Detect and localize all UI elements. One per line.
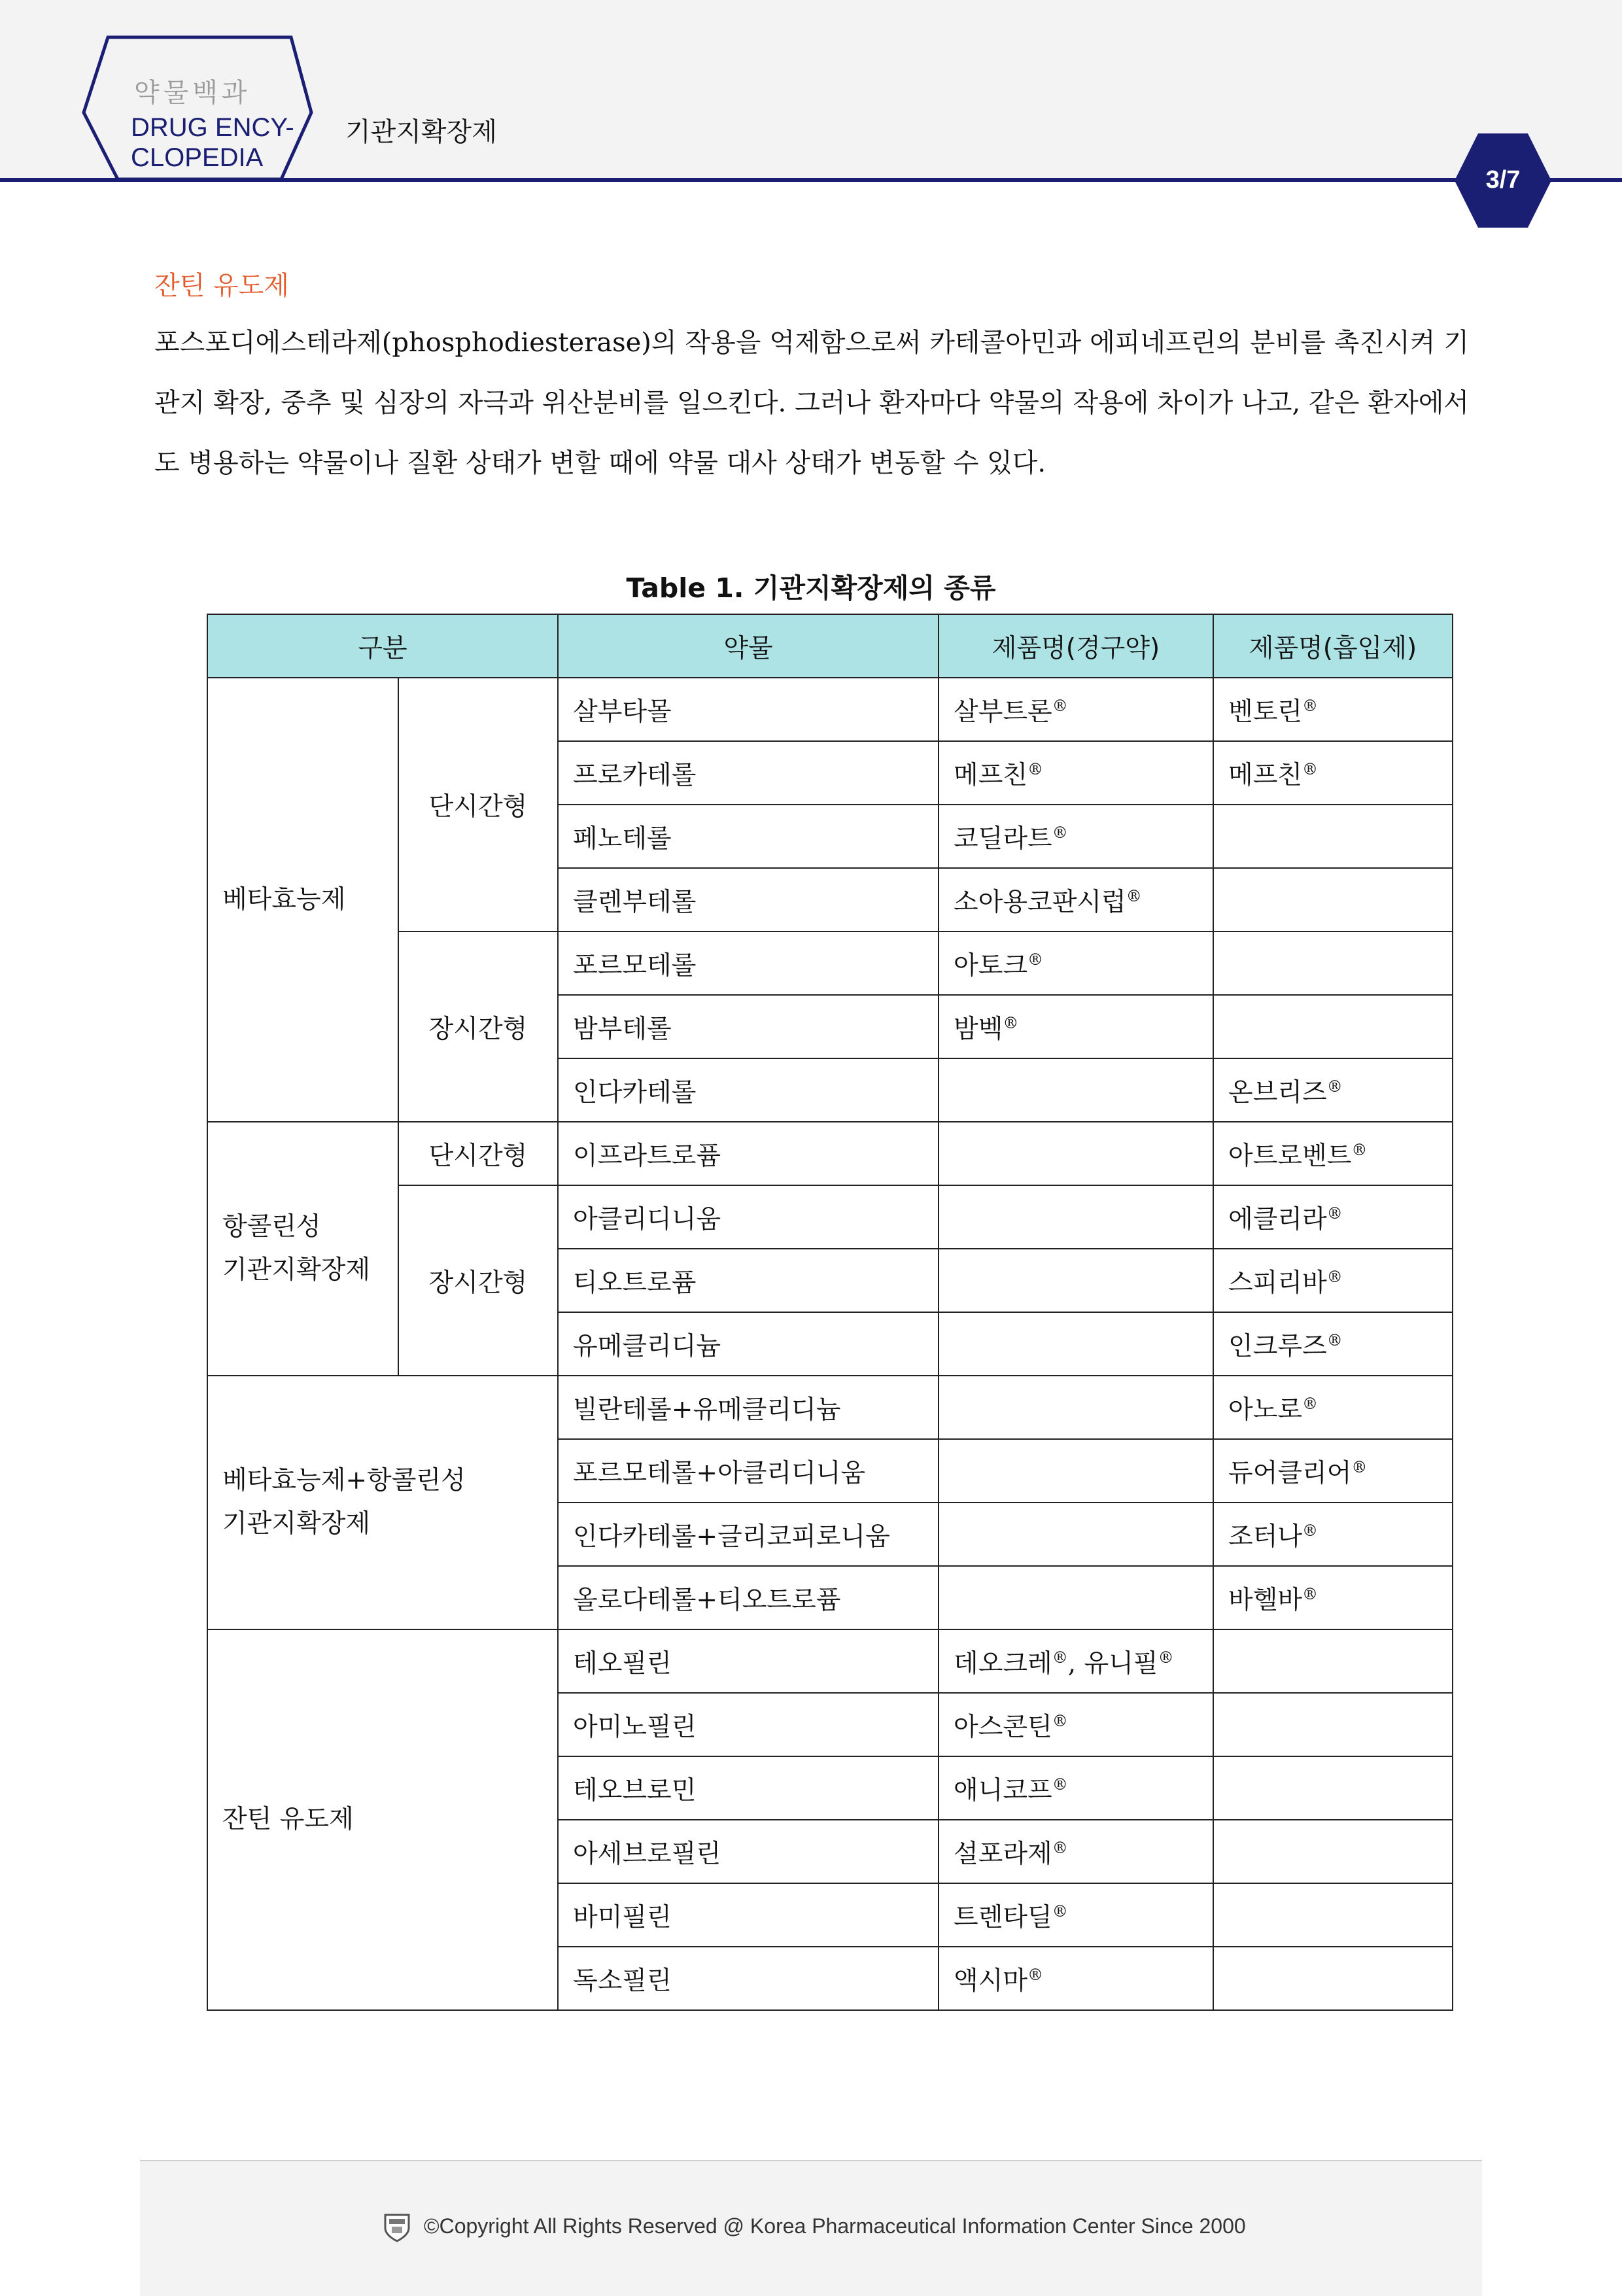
inhaled-cell	[1213, 931, 1453, 995]
section-title: 잔틴 유도제	[154, 271, 289, 301]
inhaled-cell: 바헬바®	[1213, 1566, 1453, 1629]
oral-cell: 아스콘틴®	[939, 1693, 1213, 1756]
group-anticholinergic: 항콜린성 기관지확장제	[207, 1122, 398, 1376]
drug-cell: 올로다테롤+티오트로퓸	[558, 1566, 939, 1629]
drug-cell: 바미필린	[558, 1883, 939, 1947]
section-paragraph: 포스포디에스테라제(phosphodiesterase)의 작용을 억제함으로써 카테콜아민과 에피네프린의 분비를 촉진시켜 기관지 확장, 중추 및 심장의 자극과 위산분비를 일으킨다. 그러나 환자마다 약물의 작용에 차이가 나고, 같은 환자에서도 병용하는 약물이나 질환 상태가 변할 때에 약물 대사 상태가 변동할 수 있다.	[154, 328, 1469, 478]
oral-cell	[939, 1122, 1213, 1185]
inhaled-cell	[1213, 1693, 1453, 1756]
inhaled-cell	[1213, 1883, 1453, 1947]
oral-cell	[939, 1566, 1213, 1629]
drug-cell: 티오트로퓸	[558, 1249, 939, 1312]
inhaled-cell: 인크루즈®	[1213, 1312, 1453, 1376]
inhaled-cell: 에클리라®	[1213, 1185, 1453, 1249]
group-beta: 베타효능제	[207, 678, 398, 1122]
drug-cell: 아미노필린	[558, 1693, 939, 1756]
table-row	[207, 678, 1453, 741]
drug-cell: 포르모테롤	[558, 931, 939, 995]
oral-cell: 트렌타딜®	[939, 1883, 1213, 1947]
header-inhaled: 제품명(흡입제)	[1213, 614, 1453, 678]
group-combination: 베타효능제+항콜린성 기관지확장제	[207, 1376, 558, 1629]
logo-korean: 약물백과	[134, 78, 251, 108]
page-indicator: 3/7	[1485, 166, 1521, 194]
oral-cell: 액시마®	[939, 1947, 1213, 2010]
drug-cell: 인다카테롤+글리코피로니움	[558, 1503, 939, 1566]
inhaled-cell: 아트로벤트®	[1213, 1122, 1453, 1185]
inhaled-cell	[1213, 995, 1453, 1058]
oral-cell: 살부트론®	[939, 678, 1213, 741]
drug-cell: 살부타몰	[558, 678, 939, 741]
table-row	[207, 1376, 1453, 1439]
subtype-long: 장시간형	[398, 1185, 558, 1376]
drug-cell: 유메클리디늄	[558, 1312, 939, 1376]
drug-cell: 포르모테롤+아클리디니움	[558, 1439, 939, 1503]
oral-cell	[939, 1503, 1213, 1566]
table-row	[207, 1629, 1453, 1693]
table-caption: Table 1. 기관지확장제의 종류	[626, 572, 996, 604]
oral-cell	[939, 1249, 1213, 1312]
inhaled-cell	[1213, 1756, 1453, 1820]
drug-cell: 아클리디니움	[558, 1185, 939, 1249]
shield-icon	[383, 2212, 411, 2242]
drug-cell: 이프라트로퓸	[558, 1122, 939, 1185]
header-title: 기관지확장제	[345, 117, 497, 147]
drug-cell: 밤부테롤	[558, 995, 939, 1058]
oral-cell: 설포라제®	[939, 1820, 1213, 1883]
inhaled-cell: 스피리바®	[1213, 1249, 1453, 1312]
oral-cell: 밤벡®	[939, 995, 1213, 1058]
inhaled-cell: 벤토린®	[1213, 678, 1453, 741]
inhaled-cell: 메프친®	[1213, 741, 1453, 805]
inhaled-cell: 아노로®	[1213, 1376, 1453, 1439]
oral-cell: 메프친®	[939, 741, 1213, 805]
inhaled-cell	[1213, 1820, 1453, 1883]
oral-cell	[939, 1312, 1213, 1376]
subtype-short: 단시간형	[398, 678, 558, 931]
header-oral: 제품명(경구약)	[939, 614, 1213, 678]
header-category: 구분	[207, 614, 558, 678]
inhaled-cell	[1213, 1947, 1453, 2010]
header-rule	[0, 178, 1622, 182]
inhaled-cell	[1213, 1629, 1453, 1693]
logo-english-line2: CLOPEDIA	[131, 143, 264, 172]
drug-cell: 페노테롤	[558, 805, 939, 868]
group-xanthine: 잔틴 유도제	[207, 1629, 558, 2010]
footer-copyright: ©Copyright All Rights Reserved @ Korea Pharmaceutical Information Center Since 2000	[424, 2214, 1246, 2238]
oral-cell: 애니코프®	[939, 1756, 1213, 1820]
inhaled-cell: 조터나®	[1213, 1503, 1453, 1566]
drug-table	[207, 614, 1453, 2011]
drug-cell: 클렌부테롤	[558, 868, 939, 931]
table-row	[207, 1122, 1453, 1185]
inhaled-cell: 온브리즈®	[1213, 1058, 1453, 1122]
drug-cell: 프로카테롤	[558, 741, 939, 805]
oral-cell: 데오크레®, 유니필®	[939, 1629, 1213, 1693]
inhaled-cell: 듀어클리어®	[1213, 1439, 1453, 1503]
drug-cell: 테오브로민	[558, 1756, 939, 1820]
drug-cell: 테오필린	[558, 1629, 939, 1693]
inhaled-cell	[1213, 868, 1453, 931]
oral-cell: 소아용코판시럽®	[939, 868, 1213, 931]
oral-cell: 코딜라트®	[939, 805, 1213, 868]
oral-cell	[939, 1439, 1213, 1503]
oral-cell	[939, 1058, 1213, 1122]
oral-cell	[939, 1185, 1213, 1249]
subtype-short: 단시간형	[398, 1122, 558, 1185]
drug-cell: 빌란테롤+유메클리디늄	[558, 1376, 939, 1439]
logo-english-line1: DRUG ENCY-	[131, 113, 294, 142]
inhaled-cell	[1213, 805, 1453, 868]
drug-cell: 인다카테롤	[558, 1058, 939, 1122]
oral-cell	[939, 1376, 1213, 1439]
drug-cell: 아세브로필린	[558, 1820, 939, 1883]
logo-english	[131, 113, 294, 173]
oral-cell: 아토크®	[939, 931, 1213, 995]
drug-cell: 독소필린	[558, 1947, 939, 2010]
subtype-long: 장시간형	[398, 931, 558, 1122]
header-drug: 약물	[558, 614, 939, 678]
table-header-row	[207, 614, 1453, 678]
